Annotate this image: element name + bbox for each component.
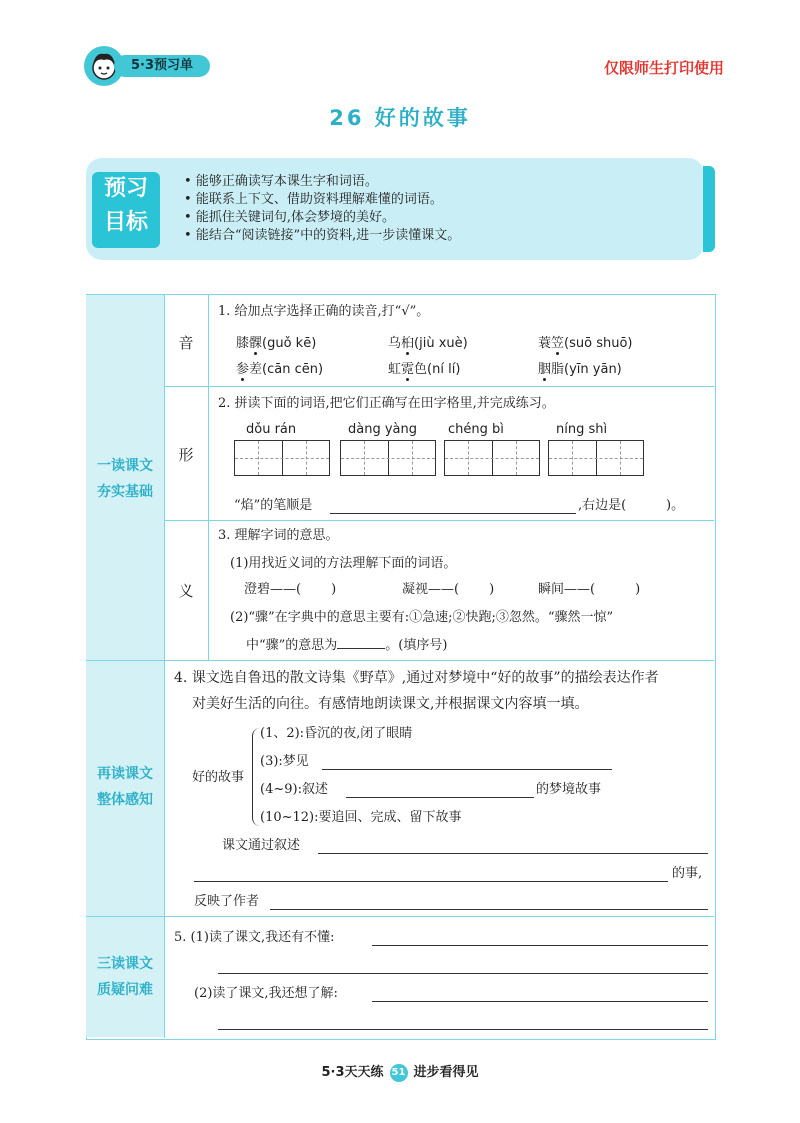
divider	[164, 386, 714, 387]
goal-item: • 能抓住关键词句,体会梦境的美好。	[184, 209, 460, 227]
q3-sub2b-post: 。(填序号)	[385, 638, 448, 653]
tianzige-box[interactable]	[444, 440, 540, 476]
q4-summary2-end: 的事,	[672, 866, 703, 881]
category-meaning: 义	[178, 582, 194, 600]
q1-word: 色	[414, 362, 428, 377]
goal-label-line1: 预习	[103, 176, 148, 201]
q2-stroke-label: “焰”的笔顺是	[234, 498, 313, 513]
print-note: 仅限师生打印使用	[603, 59, 724, 77]
page-number: 51	[390, 1064, 408, 1082]
q4-blank-describe[interactable]	[346, 797, 534, 798]
q2-right-side-label: ,右边是(	[578, 498, 627, 513]
q4-story-label: 好的故事	[192, 770, 245, 785]
section-label-1-line1: 一读课文	[97, 458, 153, 474]
tianzige-box[interactable]	[234, 440, 330, 476]
q1-dotted-char: 笠	[551, 336, 565, 351]
q3-answer-blank[interactable]	[337, 634, 385, 649]
section-label-2-line2: 整体感知	[97, 792, 153, 808]
q5-blank[interactable]	[218, 1029, 708, 1030]
q4-summary3: 反映了作者	[194, 894, 260, 909]
q4-blank-dream[interactable]	[322, 769, 612, 770]
q3-word-synonym[interactable]	[402, 580, 494, 600]
q5-blank[interactable]	[372, 945, 708, 946]
page-title: 26 好的故事	[329, 106, 471, 130]
section-label-2-line1: 再读课文	[97, 766, 153, 782]
q3-sub2b	[246, 634, 447, 656]
q1-options: (ní lí)	[427, 362, 461, 377]
q5-blank[interactable]	[372, 1001, 708, 1002]
section-label-1	[86, 295, 164, 660]
goal-item: • 能结合“阅读链接”中的资料,进一步读懂课文。	[184, 227, 460, 245]
divider	[164, 520, 714, 521]
q3-close-paren: )	[635, 582, 641, 597]
q3-word-synonym[interactable]	[538, 580, 640, 600]
q2-prompt: 2. 拼读下面的词语,把它们正确写在田字格里,并完成练习。	[218, 396, 555, 411]
q4-branch: (10~12):要追回、完成、留下故事	[260, 810, 462, 825]
q1-item[interactable]	[538, 334, 632, 354]
q4-branch-end: 的梦境故事	[536, 782, 602, 797]
q3-sub1: (1)用找近义词的方法理解下面的词语。	[230, 556, 457, 571]
q3-word: 瞬间——(	[538, 582, 596, 597]
goal-item: • 能够正确读写本课生字和词语。	[184, 173, 460, 191]
section-label-3-line2: 质疑问难	[97, 982, 153, 998]
q3-close-paren: )	[331, 582, 337, 597]
goal-list	[184, 173, 460, 245]
q3-word: 凝视——(	[402, 582, 460, 597]
q3-word: 澄碧——(	[244, 582, 302, 597]
q4-branch: (1、2):昏沉的夜,闭了眼睛	[260, 726, 413, 741]
section-label-3-line1: 三读课文	[97, 956, 153, 972]
q1-word: 虹	[388, 362, 402, 377]
q1-word: 膝	[236, 336, 250, 351]
q1-word: 差	[249, 362, 263, 377]
q3-sub2: (2)“骤”在字典中的意思主要有:①急速;②快跑;③忽然。“骤然一惊”	[230, 610, 614, 625]
divider	[86, 660, 714, 661]
q1-dotted-char: 桕	[401, 336, 415, 351]
footer-right: 进步看得见	[413, 1065, 479, 1080]
q1-options: (guǒ kē)	[262, 336, 317, 351]
q1-options: (suō shuō)	[564, 336, 633, 351]
tianzige-box[interactable]	[340, 440, 436, 476]
q1-item[interactable]	[236, 334, 316, 354]
q1-dotted-char: 霓	[401, 362, 415, 377]
goal-item: • 能联系上下文、借助资料理解难懂的词语。	[184, 191, 460, 209]
q1-options: (jiù xuè)	[414, 336, 468, 351]
divider	[208, 294, 209, 660]
goal-label-line2: 目标	[103, 210, 148, 235]
category-sound: 音	[178, 334, 194, 352]
q1-options: (cān cēn)	[262, 362, 324, 377]
q2-pinyin: chéng bì	[448, 422, 504, 437]
q1-word: 乌	[388, 336, 402, 351]
q2-pinyin: níng shì	[556, 422, 608, 437]
tianzige-box[interactable]	[548, 440, 644, 476]
q1-dotted-char: 胭	[538, 362, 552, 377]
section-label-1-line2: 夯实基础	[97, 484, 153, 500]
category-shape: 形	[178, 446, 194, 464]
q2-pinyin: dàng yàng	[348, 422, 417, 437]
footer-left: 5·3天天练	[321, 1065, 384, 1080]
q3-word-synonym[interactable]	[244, 580, 336, 600]
q3-close-paren: )	[489, 582, 495, 597]
q4-branch: (3):梦见	[260, 754, 309, 769]
q5-line2: (2)读了课文,我还想了解:	[194, 986, 338, 1001]
goal-label	[92, 172, 160, 248]
footer	[0, 1061, 800, 1082]
q1-word: 蓑	[538, 336, 552, 351]
q4-branch: (4~9):叙述	[260, 782, 328, 797]
section-label-2	[86, 661, 164, 916]
divider	[86, 916, 714, 917]
q4-intro-line1: 4. 课文选自鲁迅的散文诗集《野草》,通过对梦境中“好的故事”的描绘表达作者	[174, 670, 659, 686]
q4-blank-summary[interactable]	[194, 881, 668, 882]
divider	[164, 294, 165, 1038]
q3-sub2b-pre: 中“骤”的意思为	[246, 638, 338, 653]
q1-item[interactable]	[236, 360, 323, 380]
stroke-order-blank[interactable]	[330, 513, 576, 514]
q1-options: (yīn yān)	[564, 362, 622, 377]
q1-dotted-char: 参	[236, 362, 250, 377]
q2-pinyin: dǒu rán	[246, 422, 297, 437]
q1-prompt: 1. 给加点字选择正确的读音,打“√”。	[218, 304, 430, 319]
section-label-3	[86, 917, 164, 1037]
series-badge: 5·3预习单	[114, 55, 210, 77]
q1-word: 脂	[551, 362, 565, 377]
q4-summary1: 课文通过叙述	[222, 838, 301, 853]
q1-item[interactable]	[388, 334, 468, 354]
q1-dotted-char: 髁	[249, 336, 263, 351]
q4-intro-line2: 对美好生活的向往。有感情地朗读课文,并根据课文内容填一填。	[192, 696, 589, 712]
q4-blank-summary[interactable]	[318, 853, 708, 854]
goal-box-tab	[703, 166, 715, 252]
q1-item[interactable]	[388, 360, 460, 380]
q5-blank[interactable]	[218, 973, 708, 974]
q4-blank-summary[interactable]	[270, 909, 708, 910]
q1-item[interactable]	[538, 360, 622, 380]
q2-close-paren: )。	[666, 498, 685, 513]
q3-prompt: 3. 理解字词的意思。	[218, 528, 339, 543]
q5-line1: 5. (1)读了课文,我还有不懂:	[174, 930, 335, 945]
